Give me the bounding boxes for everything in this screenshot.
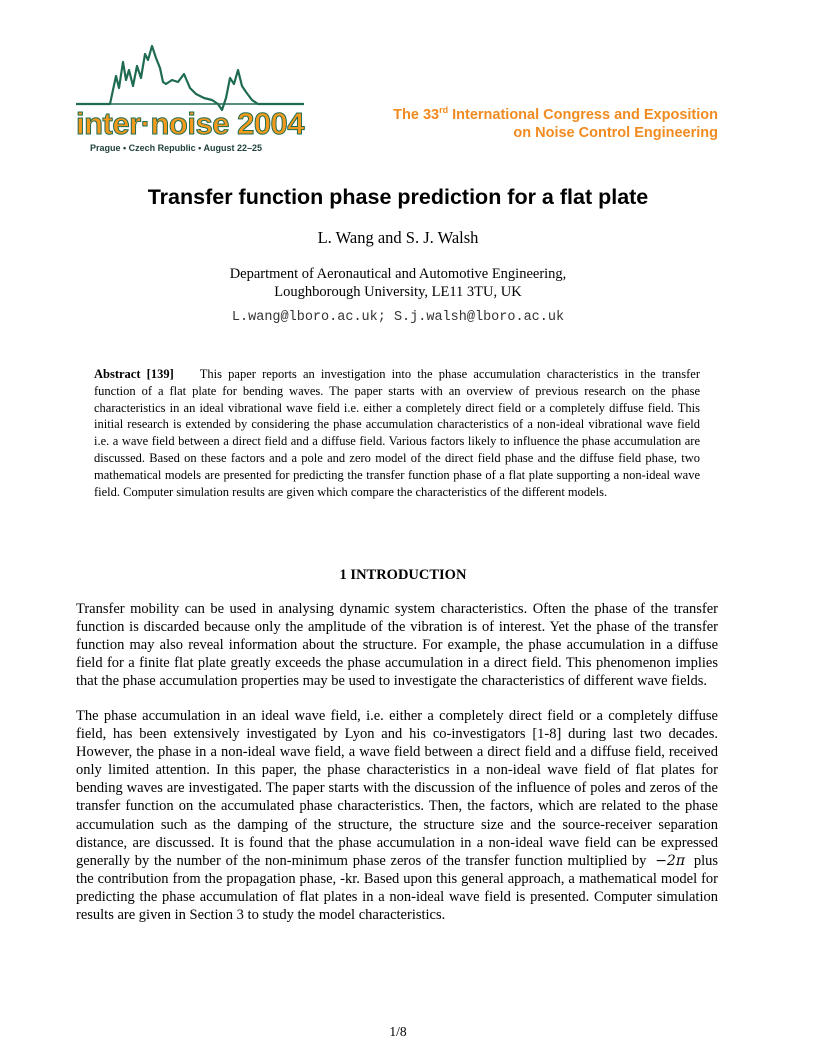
- abstract: [94, 366, 700, 500]
- logo-wordmark: inter·noise 2004: [76, 106, 305, 141]
- paper-authors: L. Wang and S. J. Walsh: [317, 228, 479, 247]
- conference-line-1: The 33rd International Congress and Exposition: [393, 105, 718, 123]
- logo-subtitle: Prague • Czech Republic • August 22–25: [90, 143, 263, 153]
- intro-paragraph-2: The phase accumulation in an ideal wave field, i.e. either a completely direct field or a completely diffuse field, has been extensively investigated by Lyon and his co-investigators [1-8] during last two decades. However, the phase in a non-ideal wave field, a wave field between a direct field and a diffuse field, received only limited attention. In this paper, the phase characteristics in a non-ideal wave field of flat plates for bending waves are investigated. The paper starts with the discussion of the influence of poles and zeros of the transfer function on the accumulated phase characteristics. Then, the factors, which are related to the phase accumulation such as the damping of the structure, the structure size and the source-receiver separation distance, are discussed. It is found that the phase accumulation in a non-ideal wave field can be expressed generally by the number of the non-minimum phase zeros of the transfer function multiplied by −2π plus the contribution from the propagation phase, -kr. Based upon this general approach, a mathematical model for predicting the phase accumulation of flat plates in a non-ideal wave field is presented. Computer simulation results are given in Section 3 to study the model characteristics.: [76, 708, 719, 924]
- conference-heading: [393, 106, 718, 142]
- math-minus-two-pi: −2π: [655, 852, 686, 869]
- ordinal-superscript: rd: [439, 105, 449, 115]
- paper-affiliation: Department of Aeronautical and Automotive Engineering, Loughborough University, LE11 3TU, UK: [229, 266, 567, 300]
- conference-line-2: on Noise Control Engineering: [513, 125, 718, 141]
- conference-logo: [76, 40, 304, 156]
- page-number: 1/8: [389, 1024, 407, 1039]
- paper-title: Transfer function phase prediction for a flat plate: [147, 185, 649, 209]
- abstract-label: Abstract [139]: [94, 367, 174, 381]
- intro-paragraph-1: Transfer mobility can be used in analysing dynamic system characteristics. Often the phase of the transfer function is discarded because only the amplitude of the vibration is of interest. Yet the phase of the transfer function may also reveal information about the structure. For example, the phase accumulation in a diffuse field for a finite flat plate greatly exceeds the phase accumulation in a direct field. This phenomenon implies that the phase accumulation properties may be used to investigate the characteristics of different wave fields.: [76, 601, 718, 690]
- abstract-text: This paper reports an investigation into the phase accumulation characteristics in the transfer function of a flat plate for bending waves. The paper starts with an overview of previous research on the phase characteristics in an ideal vibrational wave field i.e. either a completely direct field or a completely diffuse field. This initial research is extended by considering the phase accumulation characteristics of a non-ideal vibrational wave field i.e. a wave field between a direct field and a diffuse field. Various factors likely to influence the phase accumulation are discussed. Based on these factors and a pole and zero model of the direct field phase and the diffuse field phase, two mathematical models are presented for predicting the transfer function phase of a flat plate supporting a non-ideal wave field. Computer simulation results are given which compare the characteristics of the different models.: [94, 367, 700, 499]
- skyline-graphic: [76, 40, 304, 112]
- section-heading-introduction: 1 INTRODUCTION: [339, 567, 467, 583]
- author-emails: L.wang@lboro.ac.uk; S.j.walsh@lboro.ac.uk: [231, 310, 565, 325]
